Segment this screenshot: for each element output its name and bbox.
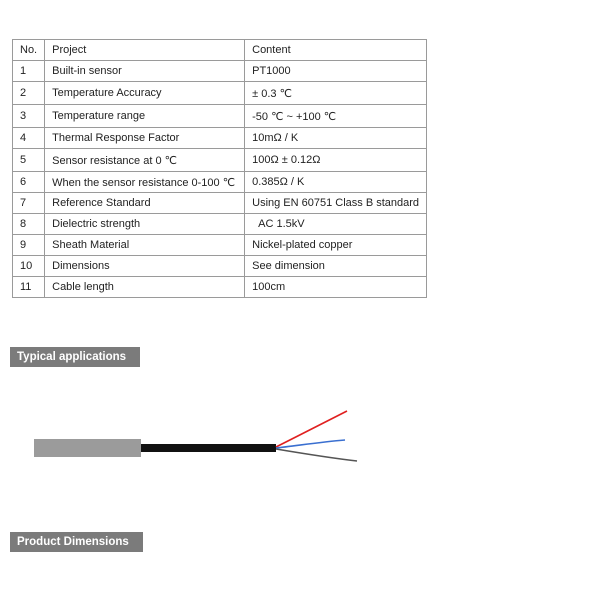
table-row: [13, 61, 427, 82]
row-no: 7: [13, 193, 45, 214]
row-content: See dimension: [245, 256, 427, 277]
row-no: 5: [13, 149, 45, 172]
row-no: 9: [13, 235, 45, 256]
row-project: Reference Standard: [45, 193, 245, 214]
table-row: [13, 172, 427, 193]
cable-jacket: [141, 444, 276, 452]
row-no: 2: [13, 82, 45, 105]
red-wire: [276, 411, 347, 447]
table-row: [13, 256, 427, 277]
row-project: Cable length: [45, 277, 245, 298]
row-project: Sheath Material: [45, 235, 245, 256]
row-project: Thermal Response Factor: [45, 128, 245, 149]
typical-applications-heading: Typical applications: [10, 347, 140, 367]
row-project: When the sensor resistance 0-100 ℃: [45, 172, 245, 193]
table-row: [13, 193, 427, 214]
row-content: 0.385Ω / K: [245, 172, 427, 193]
row-content: 10mΩ / K: [245, 128, 427, 149]
row-project: Built-in sensor: [45, 61, 245, 82]
row-no: 6: [13, 172, 45, 193]
header-content: Content: [245, 40, 427, 61]
gray-wire: [276, 449, 357, 461]
table-row: [13, 214, 427, 235]
row-content: ± 0.3 ℃: [245, 82, 427, 105]
row-content: Using EN 60751 Class B standard: [245, 193, 427, 214]
row-content: -50 ℃ ~ +100 ℃: [245, 105, 427, 128]
table-row: [13, 128, 427, 149]
table-row: [13, 235, 427, 256]
row-project: Sensor resistance at 0 ℃: [45, 149, 245, 172]
row-project: Dielectric strength: [45, 214, 245, 235]
row-no: 3: [13, 105, 45, 128]
row-content: 100cm: [245, 277, 427, 298]
table-row: [13, 82, 427, 105]
row-no: 8: [13, 214, 45, 235]
row-no: 10: [13, 256, 45, 277]
row-no: 11: [13, 277, 45, 298]
row-content: 100Ω ± 0.12Ω: [245, 149, 427, 172]
row-project: Temperature range: [45, 105, 245, 128]
table-header-row: [13, 40, 427, 61]
row-no: 1: [13, 61, 45, 82]
row-no: 4: [13, 128, 45, 149]
row-content: AC 1.5kV: [245, 214, 427, 235]
row-project: Temperature Accuracy: [45, 82, 245, 105]
spec-table: [12, 39, 427, 298]
table-row: [13, 277, 427, 298]
table-row: [13, 149, 427, 172]
row-content: PT1000: [245, 61, 427, 82]
row-content: Nickel-plated copper: [245, 235, 427, 256]
table-row: [13, 105, 427, 128]
sheath: [34, 439, 141, 457]
header-no: No.: [13, 40, 45, 61]
cable-illustration: [30, 400, 370, 480]
header-project: Project: [45, 40, 245, 61]
product-dimensions-heading: Product Dimensions: [10, 532, 143, 552]
row-project: Dimensions: [45, 256, 245, 277]
